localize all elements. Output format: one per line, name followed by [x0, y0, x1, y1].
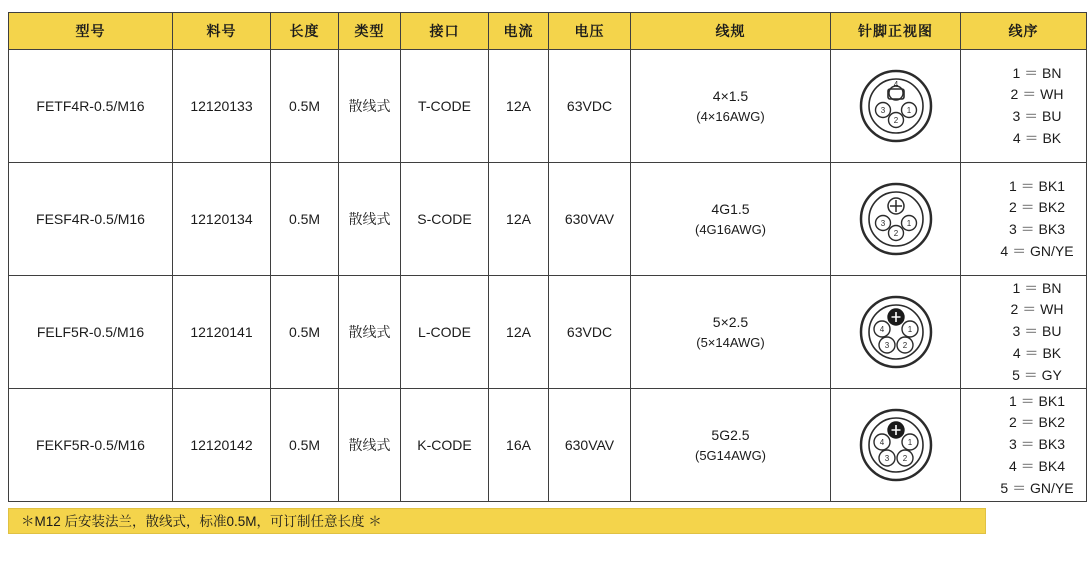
svg-text:2: 2: [902, 454, 907, 463]
wiring-line: 5 ＝ GN/YE: [1000, 479, 1074, 496]
cell-pin-diagram: [831, 50, 961, 163]
column-header-type: 类型: [339, 13, 401, 50]
table-header: [9, 13, 1087, 50]
wire-spec-sub: (4G16AWG): [694, 221, 767, 237]
s-code-4pin-front-view-icon: [853, 176, 939, 262]
wire-spec-sub: (4×16AWG): [696, 108, 765, 124]
cell-pin-diagram: [831, 276, 961, 389]
svg-text:4: 4: [879, 438, 884, 447]
cell-wiring-order: [961, 163, 1087, 276]
cell-voltage: 630VAV: [549, 389, 631, 502]
column-header-interface: 接口: [401, 13, 489, 50]
wire-spec-sub: (5×14AWG): [696, 334, 765, 350]
cell-interface: S-CODE: [401, 163, 489, 276]
cell-wiring-order: [961, 50, 1087, 163]
table-row: [9, 276, 1087, 389]
table-header-row: [9, 13, 1087, 50]
cell-current: 12A: [489, 50, 549, 163]
cell-voltage: 63VDC: [549, 50, 631, 163]
wiring-line: 1 ＝ BK1: [1008, 392, 1066, 409]
wire-spec-main: 4×1.5: [712, 87, 749, 104]
cell-pin-diagram: [831, 389, 961, 502]
svg-text:3: 3: [880, 106, 885, 115]
wire-spec-sub: (5G14AWG): [694, 447, 767, 463]
k-code-5pin-front-view-icon: [853, 402, 939, 488]
column-header-part-no: 料号: [173, 13, 271, 50]
wiring-line: 5 ＝ GY: [1012, 366, 1062, 383]
cell-model: FETF4R-0.5/M16: [9, 50, 173, 163]
table-body: [9, 50, 1087, 502]
svg-text:2: 2: [893, 116, 898, 125]
svg-text:3: 3: [884, 341, 889, 350]
l-code-5pin-front-view-icon: [853, 289, 939, 375]
column-header-pin-diagram: 针脚正视图: [831, 13, 961, 50]
cell-current: 12A: [489, 276, 549, 389]
t-code-4pin-front-view-icon: [853, 63, 939, 149]
pin-diagram-wrapper: [832, 289, 959, 375]
cell-part-no: 12120141: [173, 276, 271, 389]
cell-wire-spec: [631, 389, 831, 502]
column-header-length: 长度: [271, 13, 339, 50]
cell-length: 0.5M: [271, 389, 339, 502]
pin-diagram-wrapper: [832, 176, 959, 262]
cell-current: 16A: [489, 389, 549, 502]
cell-type: 散线式: [339, 276, 401, 389]
table-row: [9, 163, 1087, 276]
wiring-line: 3 ＝ BK3: [1008, 221, 1066, 237]
wiring-line: 3 ＝ BK3: [1008, 436, 1066, 453]
wiring-line: 1 ＝ BN: [1012, 64, 1062, 81]
column-header-wire-spec: 线规: [631, 13, 831, 50]
cell-type: 散线式: [339, 50, 401, 163]
wiring-line: 4 ＝ BK: [1012, 344, 1062, 361]
svg-text:4: 4: [893, 80, 898, 89]
cell-wire-spec: [631, 276, 831, 389]
cell-interface: K-CODE: [401, 389, 489, 502]
cell-current: 12A: [489, 163, 549, 276]
wiring-line: 3 ＝ BU: [1012, 108, 1062, 124]
svg-text:1: 1: [907, 438, 912, 447]
wiring-line: 4 ＝ GN/YE: [1000, 242, 1074, 259]
wiring-line: 4 ＝ BK4: [1008, 457, 1066, 474]
cell-wire-spec: [631, 163, 831, 276]
cell-model: FELF5R-0.5/M16: [9, 276, 173, 389]
svg-text:4: 4: [879, 325, 884, 334]
wiring-line: 1 ＝ BK1: [1008, 177, 1066, 194]
svg-text:2: 2: [893, 229, 898, 238]
column-header-voltage: 电压: [549, 13, 631, 50]
svg-text:3: 3: [884, 454, 889, 463]
table-row: [9, 50, 1087, 163]
wiring-line: 2 ＝ BK2: [1008, 199, 1066, 216]
table-row: [9, 389, 1087, 502]
cell-pin-diagram: [831, 163, 961, 276]
wiring-line: 2 ＝ WH: [1010, 86, 1064, 103]
cell-wiring-order: [961, 389, 1087, 502]
wiring-line: 3 ＝ BU: [1012, 323, 1062, 340]
svg-text:2: 2: [902, 341, 907, 350]
cell-voltage: 630VAV: [549, 163, 631, 276]
cell-wiring-order: [961, 276, 1087, 389]
column-header-current: 电流: [489, 13, 549, 50]
cell-length: 0.5M: [271, 50, 339, 163]
cell-voltage: 63VDC: [549, 276, 631, 389]
column-header-model: 型号: [9, 13, 173, 50]
wiring-line: 4 ＝ BK: [1012, 129, 1062, 146]
cell-type: 散线式: [339, 163, 401, 276]
pin-diagram-wrapper: [832, 402, 959, 488]
wiring-line: 2 ＝ BK2: [1008, 414, 1066, 431]
cell-length: 0.5M: [271, 276, 339, 389]
cell-type: 散线式: [339, 389, 401, 502]
specification-table: [8, 12, 1087, 502]
cell-part-no: 12120133: [173, 50, 271, 163]
footnote: ＊M12 后安装法兰，散线式，标准0.5M，可订制任意长度 ＊: [8, 508, 986, 534]
cell-interface: T-CODE: [401, 50, 489, 163]
cell-interface: L-CODE: [401, 276, 489, 389]
wire-spec-main: 5G2.5: [711, 426, 750, 443]
wiring-line: 2 ＝ WH: [1010, 301, 1064, 318]
wiring-line: 1 ＝ BN: [1012, 279, 1062, 296]
wire-spec-main: 4G1.5: [711, 200, 750, 217]
cell-part-no: 12120142: [173, 389, 271, 502]
wire-spec-main: 5×2.5: [712, 313, 749, 330]
cell-model: FESF4R-0.5/M16: [9, 163, 173, 276]
cell-length: 0.5M: [271, 163, 339, 276]
column-header-wiring-order: 线序: [961, 13, 1087, 50]
pin-diagram-wrapper: [832, 63, 959, 149]
cell-model: FEKF5R-0.5/M16: [9, 389, 173, 502]
svg-text:3: 3: [880, 219, 885, 228]
svg-text:1: 1: [907, 325, 912, 334]
svg-text:1: 1: [906, 219, 911, 228]
cell-wire-spec: [631, 50, 831, 163]
cell-part-no: 12120134: [173, 163, 271, 276]
svg-text:1: 1: [906, 106, 911, 115]
